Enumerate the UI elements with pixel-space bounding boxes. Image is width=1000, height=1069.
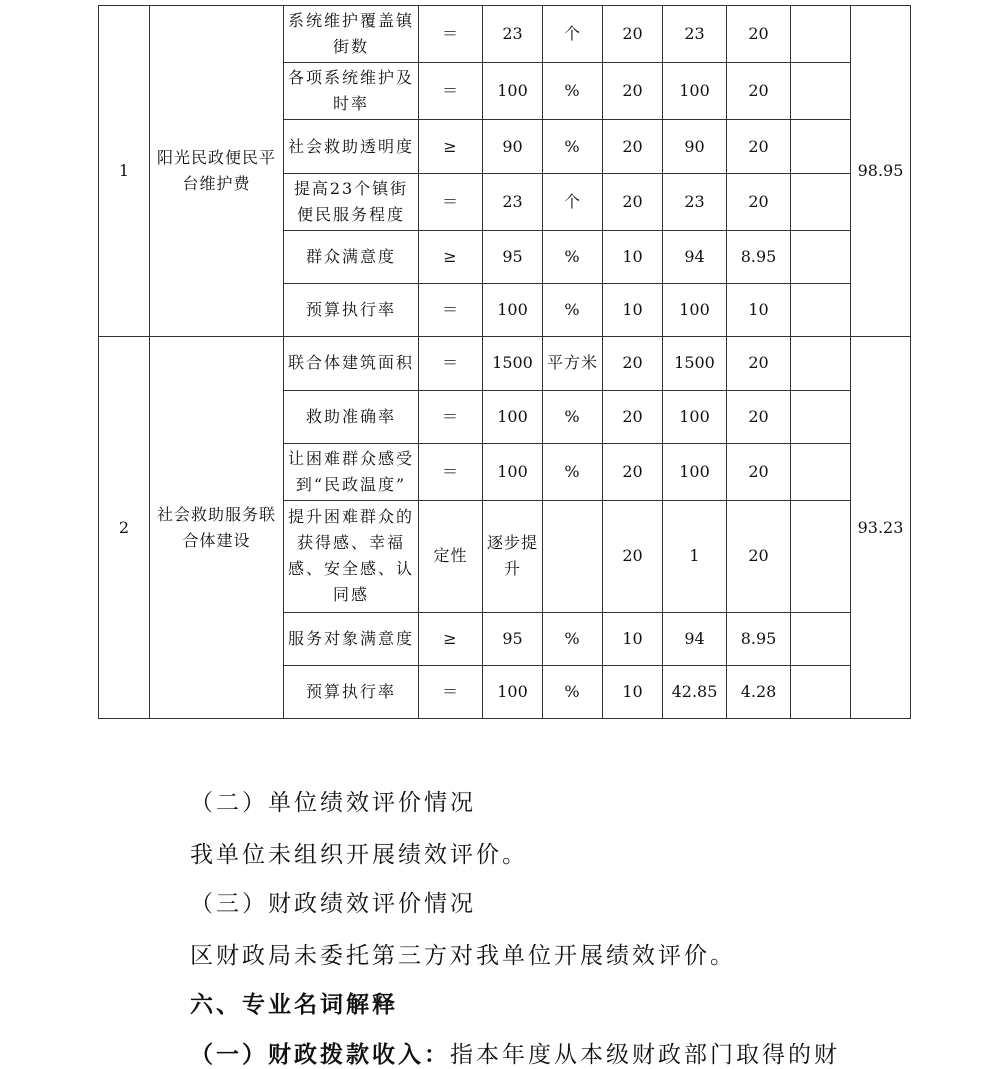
unit: %	[543, 665, 603, 718]
weight: 20	[603, 501, 663, 612]
weight: 10	[603, 230, 663, 283]
note	[791, 63, 851, 120]
comparison-operator: ＝	[419, 390, 483, 443]
performance-table	[98, 5, 911, 719]
comparison-operator: ≥	[419, 230, 483, 283]
points: 8.95	[727, 230, 791, 283]
unit: %	[543, 443, 603, 500]
indicator-name: 提高23个镇街便民服务程度	[284, 173, 419, 230]
weight: 10	[603, 284, 663, 337]
weight: 20	[603, 390, 663, 443]
note	[791, 390, 851, 443]
weight: 20	[603, 120, 663, 173]
actual-value: 94	[663, 612, 727, 665]
glossary-term-label: （一）财政拨款收入：	[190, 1041, 450, 1068]
actual-value: 23	[663, 173, 727, 230]
comparison-operator: ＝	[419, 337, 483, 390]
points: 20	[727, 63, 791, 120]
comparison-operator: ＝	[419, 173, 483, 230]
indicator-name: 系统维护覆盖镇街数	[284, 6, 419, 63]
unit: %	[543, 120, 603, 173]
target-value: 90	[483, 120, 543, 173]
target-value: 100	[483, 390, 543, 443]
note	[791, 337, 851, 390]
actual-value: 90	[663, 120, 727, 173]
section-title-unit-evaluation: （二）单位绩效评价情况	[190, 790, 476, 816]
project-number: 1	[99, 6, 150, 337]
points: 10	[727, 284, 791, 337]
points: 20	[727, 337, 791, 390]
points: 20	[727, 390, 791, 443]
actual-value: 42.85	[663, 665, 727, 718]
points: 8.95	[727, 612, 791, 665]
comparison-operator: ＝	[419, 665, 483, 718]
glossary-term-definition: 指本年度从本级财政部门取得的财	[450, 1042, 840, 1068]
indicator-name: 预算执行率	[284, 665, 419, 718]
project-score: 98.95	[851, 6, 911, 337]
unit: 平方米	[543, 337, 603, 390]
actual-value: 100	[663, 390, 727, 443]
comparison-operator: ＝	[419, 284, 483, 337]
unit: 个	[543, 173, 603, 230]
points: 20	[727, 173, 791, 230]
comparison-operator: ＝	[419, 63, 483, 120]
unit	[543, 501, 603, 612]
note	[791, 665, 851, 718]
weight: 20	[603, 63, 663, 120]
weight: 20	[603, 443, 663, 500]
indicator-name: 群众满意度	[284, 230, 419, 283]
target-value: 23	[483, 6, 543, 63]
comparison-operator: ≥	[419, 612, 483, 665]
indicator-name: 救助准确率	[284, 390, 419, 443]
actual-value: 100	[663, 63, 727, 120]
indicator-name: 各项系统维护及时率	[284, 63, 419, 120]
weight: 10	[603, 665, 663, 718]
glossary-term-1	[190, 1036, 840, 1069]
unit: %	[543, 284, 603, 337]
section-title-finance-evaluation: （三）财政绩效评价情况	[190, 891, 476, 917]
table-row	[99, 6, 911, 63]
target-value: 23	[483, 173, 543, 230]
note	[791, 173, 851, 230]
project-number: 2	[99, 337, 150, 719]
indicator-name: 提升困难群众的获得感、幸福感、安全感、认同感	[284, 501, 419, 612]
points: 20	[727, 501, 791, 612]
actual-value: 100	[663, 284, 727, 337]
note	[791, 284, 851, 337]
comparison-operator: ＝	[419, 443, 483, 500]
comparison-operator: ≥	[419, 120, 483, 173]
section-title-glossary: 六、专业名词解释	[190, 991, 398, 1018]
target-value: 95	[483, 612, 543, 665]
weight: 20	[603, 337, 663, 390]
comparison-operator: 定性	[419, 501, 483, 612]
indicator-name: 服务对象满意度	[284, 612, 419, 665]
note	[791, 230, 851, 283]
points: 20	[727, 120, 791, 173]
project-score: 93.23	[851, 337, 911, 719]
note	[791, 120, 851, 173]
actual-value: 100	[663, 443, 727, 500]
target-value: 100	[483, 665, 543, 718]
indicator-name: 社会救助透明度	[284, 120, 419, 173]
target-value: 100	[483, 63, 543, 120]
weight: 20	[603, 173, 663, 230]
project-name: 阳光民政便民平台维护费	[150, 6, 284, 337]
unit: %	[543, 612, 603, 665]
note	[791, 501, 851, 612]
section-body-finance-evaluation: 区财政局未委托第三方对我单位开展绩效评价。	[190, 943, 736, 969]
unit: 个	[543, 6, 603, 63]
actual-value: 94	[663, 230, 727, 283]
unit: %	[543, 63, 603, 120]
target-value: 逐步提升	[483, 501, 543, 612]
points: 20	[727, 6, 791, 63]
target-value: 100	[483, 443, 543, 500]
target-value: 1500	[483, 337, 543, 390]
indicator-name: 预算执行率	[284, 284, 419, 337]
target-value: 95	[483, 230, 543, 283]
unit: %	[543, 390, 603, 443]
weight: 10	[603, 612, 663, 665]
weight: 20	[603, 6, 663, 63]
actual-value: 1500	[663, 337, 727, 390]
comparison-operator: ＝	[419, 6, 483, 63]
table-row	[99, 337, 911, 390]
project-name: 社会救助服务联合体建设	[150, 337, 284, 719]
note	[791, 443, 851, 500]
indicator-name: 联合体建筑面积	[284, 337, 419, 390]
points: 4.28	[727, 665, 791, 718]
section-body-unit-evaluation: 我单位未组织开展绩效评价。	[190, 842, 528, 868]
actual-value: 23	[663, 6, 727, 63]
indicator-name: 让困难群众感受到“民政温度”	[284, 443, 419, 500]
actual-value: 1	[663, 501, 727, 612]
points: 20	[727, 443, 791, 500]
note	[791, 6, 851, 63]
note	[791, 612, 851, 665]
unit: %	[543, 230, 603, 283]
target-value: 100	[483, 284, 543, 337]
